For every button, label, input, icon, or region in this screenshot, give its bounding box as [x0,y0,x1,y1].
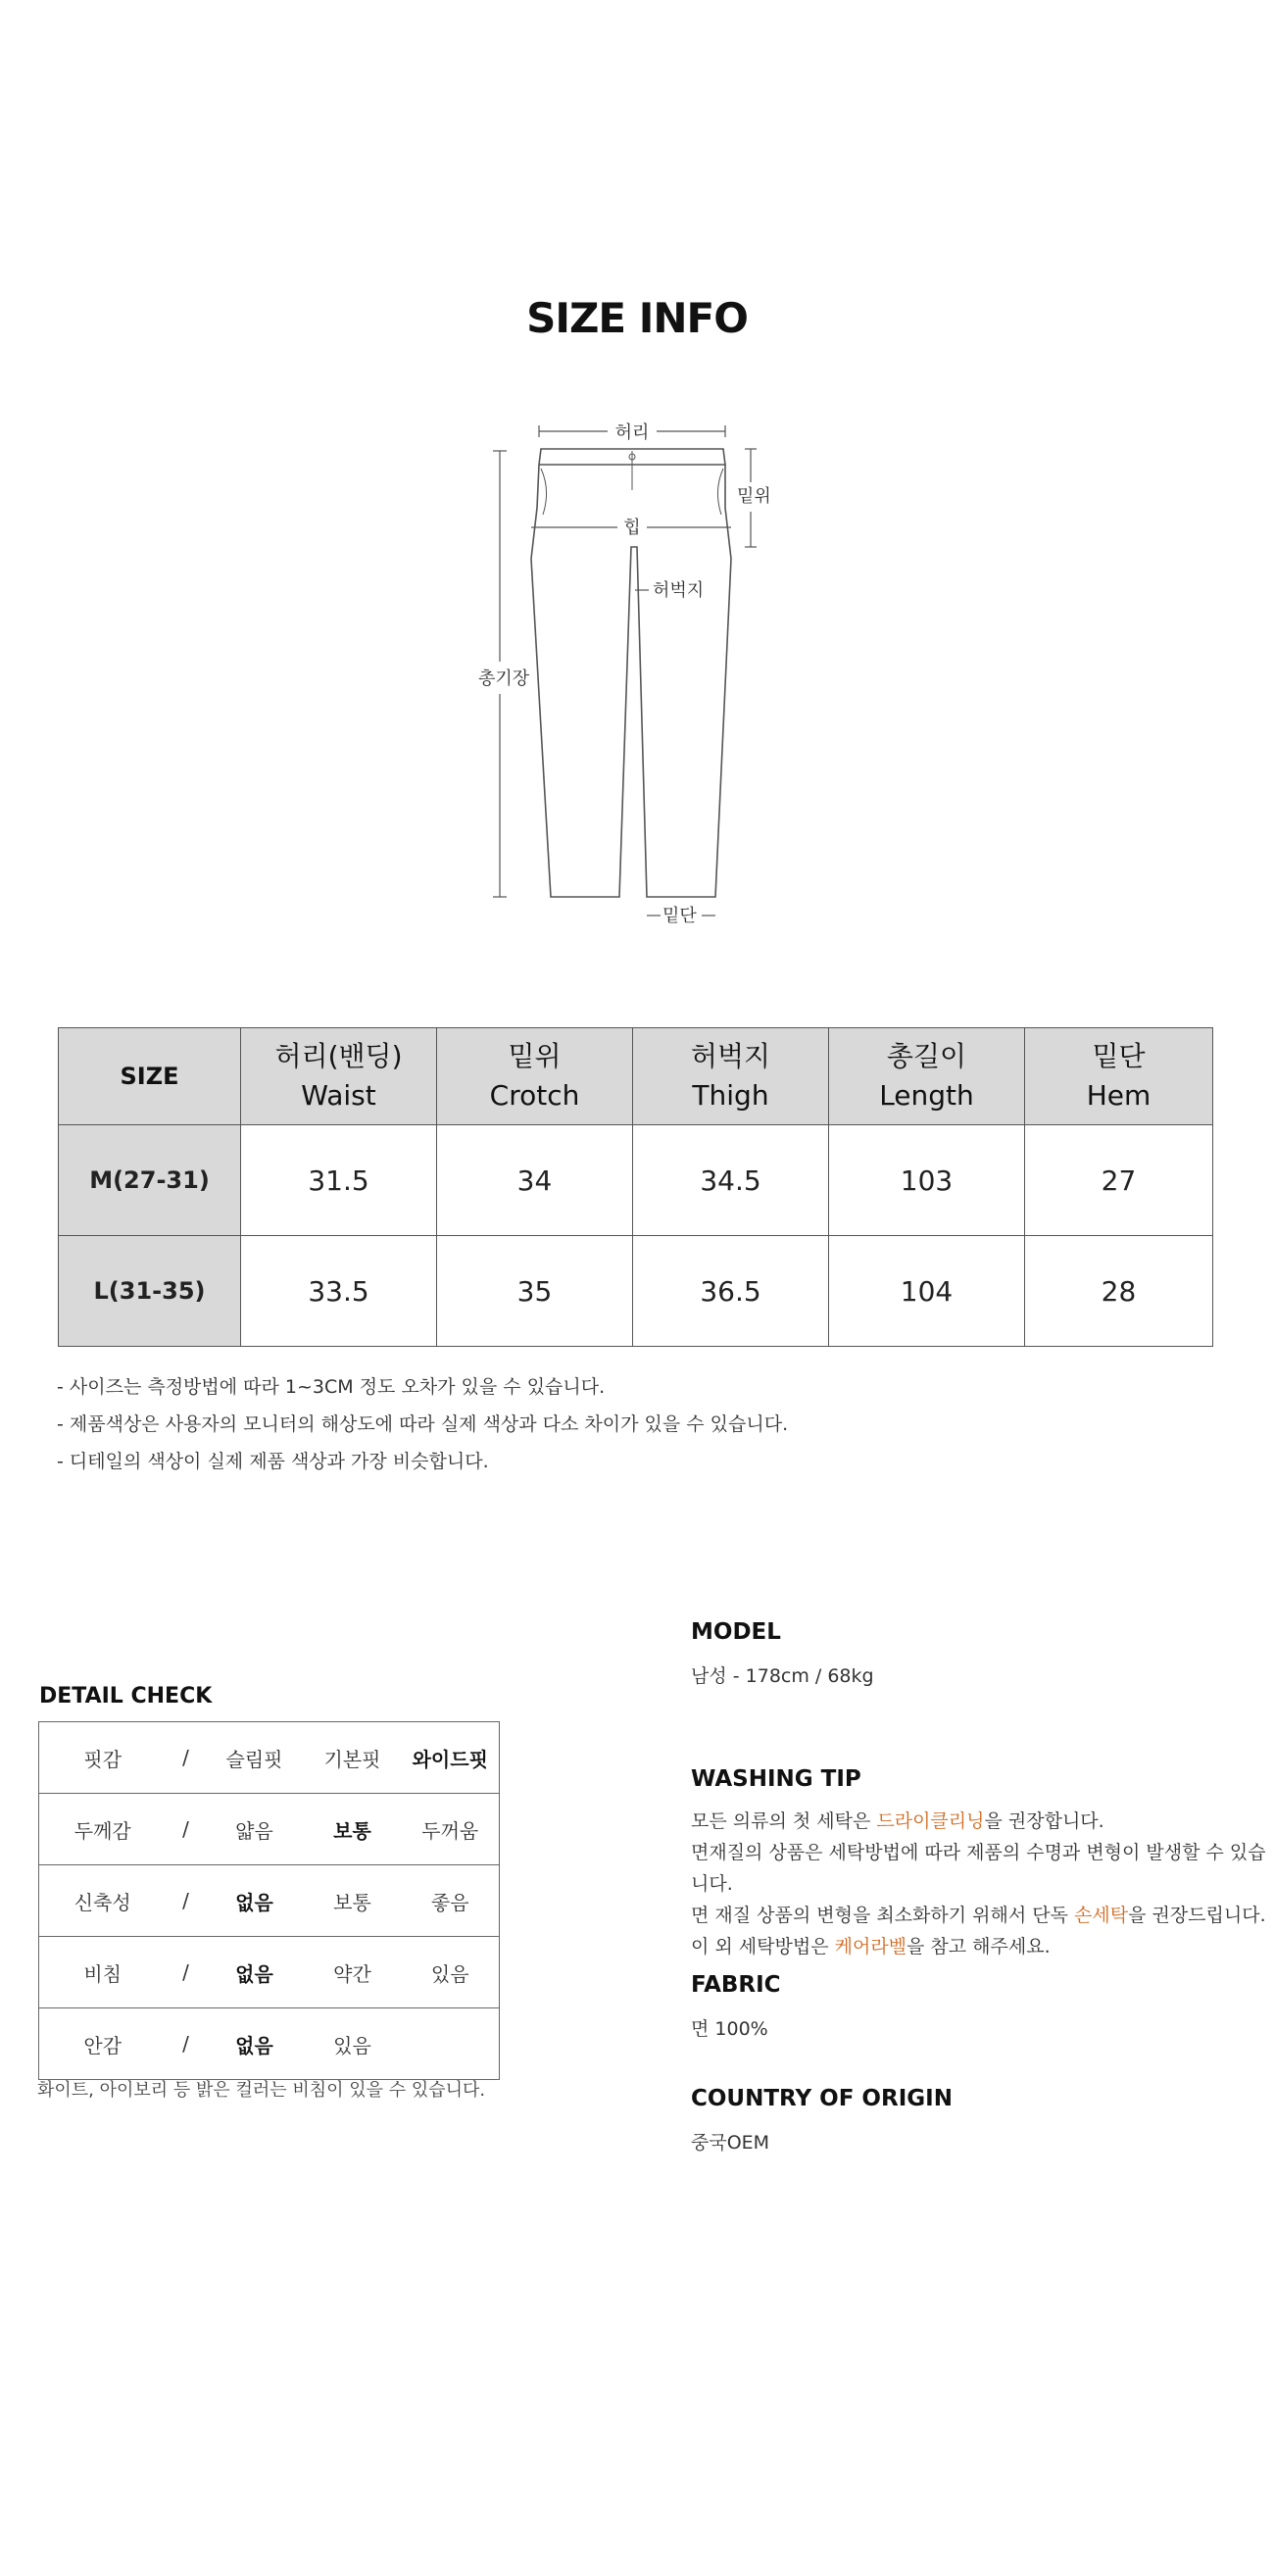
cell-thigh: 34.5 [633,1125,829,1236]
size-note: - 사이즈는 측정방법에 따라 1~3CM 정도 오차가 있을 수 있습니다. [57,1376,606,1398]
accent-hand-wash: 손세탁 [1074,1905,1129,1926]
detail-row [39,1937,500,2008]
origin-title: COUNTRY OF ORIGIN [691,2086,953,2111]
detail-check-title: DETAIL CHECK [39,1684,213,1709]
washing-line-3: 면 재질 상품의 변형을 최소화하기 위해서 단독 손세탁을 권장드립니다. [691,1905,1266,1926]
detail-separator: / [167,1865,206,1937]
detail-color-note: - 디테일의 색상이 실제 제품 색상과 가장 비슷합니다. [57,1451,489,1472]
detail-option: 두꺼움 [402,1794,500,1865]
accent-care-label: 케어라벨 [834,1936,907,1957]
detail-row-label: 두께감 [39,1794,167,1865]
cell-hem: 28 [1025,1236,1213,1347]
detail-option: 와이드핏 [402,1722,500,1794]
header-hem: 밑단 Hem [1025,1028,1213,1125]
detail-option: 기본핏 [304,1722,402,1794]
cell-waist: 33.5 [241,1236,437,1347]
washing-line-1: 모든 의류의 첫 세탁은 드라이클리닝을 권장합니다. [691,1810,1104,1832]
detail-row [39,2008,500,2080]
fabric-text: 면 100% [691,2018,768,2040]
row-size-label: M(27-31) [59,1125,241,1236]
origin-text: 중국OEM [691,2132,770,2154]
detail-option: 좋음 [402,1865,500,1937]
measure-lines [493,425,757,916]
model-text: 남성 - 178cm / 68kg [691,1665,874,1687]
detail-option: 있음 [402,1937,500,2008]
washing-tip-title: WASHING TIP [691,1766,861,1792]
header-waist: 허리(밴딩) Waist [241,1028,437,1125]
table-row [59,1236,1213,1347]
detail-separator: / [167,1794,206,1865]
diagram-label-length: 총기장 [478,669,530,689]
cell-hem: 27 [1025,1125,1213,1236]
color-note: - 제품색상은 사용자의 모니터의 해상도에 따라 실제 색상과 다소 차이가 있을 수 있습니다. [57,1413,789,1435]
cell-crotch: 34 [437,1125,633,1236]
detail-option: 보통 [304,1794,402,1865]
detail-check-note: 화이트, 아이보리 등 밝은 컬러는 비침이 있을 수 있습니다. [37,2080,486,2101]
detail-row [39,1794,500,1865]
detail-row-label: 핏감 [39,1722,167,1794]
detail-option: 슬림핏 [206,1722,304,1794]
diagram-label-thigh: 허벅지 [653,580,705,601]
detail-option: 없음 [206,2008,304,2080]
detail-separator: / [167,1722,206,1794]
detail-option: 얇음 [206,1794,304,1865]
diagram-label-crotch: 밑위 [737,486,771,507]
table-row [59,1125,1213,1236]
washing-line-2: 면재질의 상품은 세탁방법에 따라 제품의 수명과 변형이 발생할 수 있습니다. [691,1842,1266,1895]
detail-option: 없음 [206,1865,304,1937]
detail-separator: / [167,2008,206,2080]
fabric-title: FABRIC [691,1972,781,1998]
size-table-header [59,1028,1213,1125]
cell-waist: 31.5 [241,1125,437,1236]
size-info-title: SIZE INFO [526,294,748,342]
detail-option: 있음 [304,2008,402,2080]
detail-row-label: 비침 [39,1937,167,2008]
header-size: SIZE [59,1028,241,1125]
detail-option: 보통 [304,1865,402,1937]
washing-line-4: 이 외 세탁방법은 케어라벨을 참고 해주세요. [691,1936,1051,1957]
detail-check-table [38,1721,500,2080]
cell-length: 104 [829,1236,1025,1347]
header-length: 총길이 Length [829,1028,1025,1125]
row-size-label: L(31-35) [59,1236,241,1347]
header-thigh: 허벅지 Thigh [633,1028,829,1125]
washing-tip-text [691,1806,1274,1962]
cell-thigh: 36.5 [633,1236,829,1347]
detail-row-label: 안감 [39,2008,167,2080]
model-title: MODEL [691,1619,781,1645]
accent-dry-cleaning: 드라이클리닝 [876,1810,985,1832]
detail-option: 약간 [304,1937,402,2008]
size-table [58,1027,1213,1347]
pants-outline-icon [531,449,731,897]
detail-option: 없음 [206,1937,304,2008]
detail-option [402,2008,500,2080]
header-crotch: 밑위 Crotch [437,1028,633,1125]
diagram-label-hem: 밑단 [662,906,697,926]
detail-row-label: 신축성 [39,1865,167,1937]
cell-length: 103 [829,1125,1025,1236]
cell-crotch: 35 [437,1236,633,1347]
diagram-label-waist: 허리 [614,422,650,443]
diagram-label-hip: 힙 [623,518,641,538]
detail-row [39,1722,500,1794]
detail-row [39,1865,500,1937]
pants-measurement-diagram [461,421,813,951]
detail-separator: / [167,1937,206,2008]
